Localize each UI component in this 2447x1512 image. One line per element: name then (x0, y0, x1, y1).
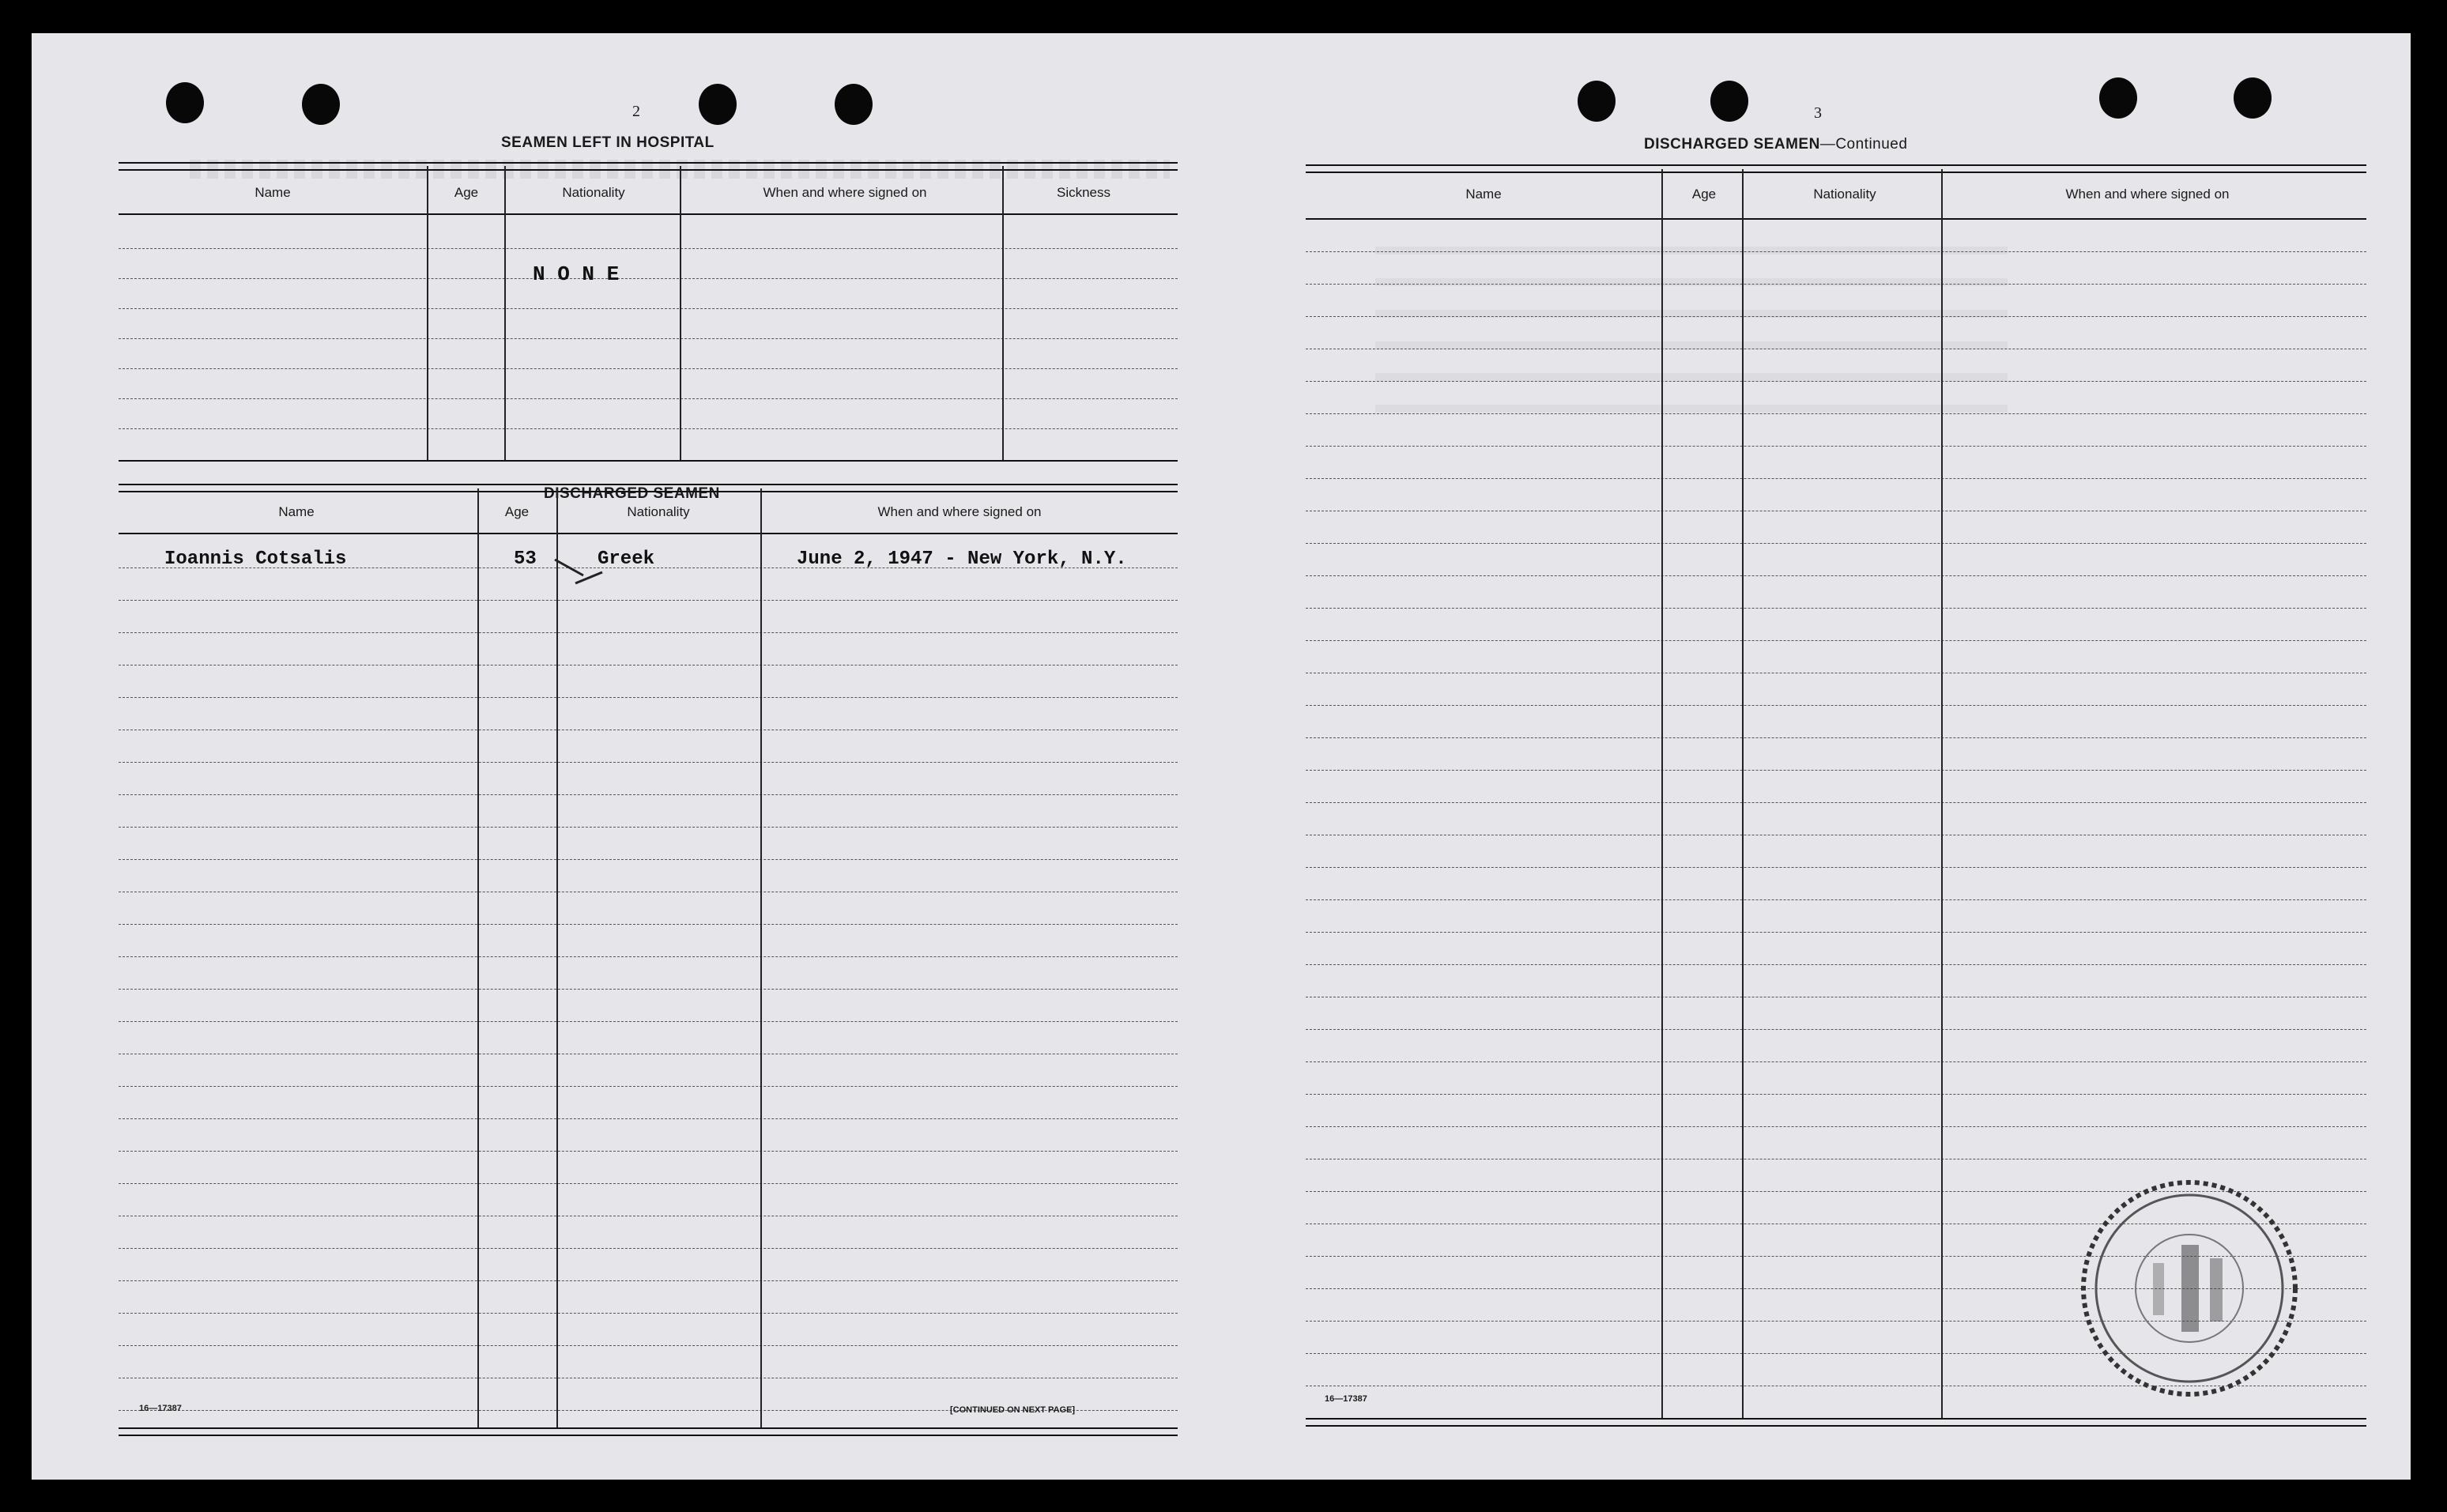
ruled-line (119, 859, 1178, 860)
column-header-name: Name (255, 185, 291, 200)
ruled-line (119, 697, 1178, 698)
ruled-line (1306, 413, 2366, 414)
punch-hole (835, 84, 873, 125)
column-header-signed-on: When and where signed on (763, 185, 927, 200)
column-divider (680, 166, 681, 460)
ruled-line (1306, 1029, 2366, 1030)
ruled-line (1306, 316, 2366, 317)
pencil-check-mark (552, 555, 607, 586)
ruled-line (1306, 543, 2366, 544)
ruled-line (1306, 867, 2366, 868)
column-header-name: Name (278, 504, 315, 519)
ruled-line (1306, 899, 2366, 900)
column-header-age: Age (1691, 187, 1717, 202)
ruled-line (119, 1021, 1178, 1022)
column-divider (1002, 166, 1004, 460)
ruled-line (1306, 1061, 2366, 1062)
column-header-nationality: Nationality (562, 185, 625, 200)
column-divider (477, 488, 479, 1427)
ruled-line (1306, 964, 2366, 965)
continued-note: [CONTINUED ON NEXT PAGE] (950, 1405, 1076, 1415)
punch-hole (302, 84, 340, 125)
rule (119, 162, 1178, 171)
ruled-line (1306, 381, 2366, 382)
ruled-line (119, 308, 1178, 309)
page-number: 3 (1814, 104, 1822, 122)
page-number: 2 (632, 103, 640, 120)
ruled-line (119, 924, 1178, 925)
rule (119, 1427, 1178, 1436)
column-divider (556, 488, 558, 1427)
column-divider (504, 166, 506, 460)
ruled-line (1306, 284, 2366, 285)
seaman-nationality: Greek (598, 549, 655, 570)
hospital-entry-none: N O N E (533, 262, 620, 286)
ruled-line (119, 1248, 1178, 1249)
ruled-line (1306, 251, 2366, 252)
punch-hole (1710, 81, 1748, 122)
ruled-line (1306, 640, 2366, 641)
ruled-line (119, 338, 1178, 339)
ruled-line (119, 827, 1178, 828)
ruled-line (1306, 737, 2366, 738)
ruled-line (119, 1118, 1178, 1119)
punch-hole (166, 82, 204, 123)
column-divider (1742, 169, 1744, 1418)
ruled-line (119, 600, 1178, 601)
column-header-nationality: Nationality (627, 504, 690, 519)
ruled-line (1306, 575, 2366, 576)
ruled-line (1306, 705, 2366, 706)
column-divider (1941, 169, 1943, 1418)
title-suffix: —Continued (1819, 136, 1908, 153)
document-sheet (32, 33, 2411, 1480)
ruled-line (119, 762, 1178, 763)
ruled-line (1306, 802, 2366, 803)
punch-hole (2099, 77, 2137, 119)
rule (1306, 164, 2366, 173)
seaman-signed-on: June 2, 1947 - New York, N.Y. (797, 549, 1127, 570)
title-main: DISCHARGED SEAMEN (1644, 136, 1820, 153)
ruled-line (1306, 1094, 2366, 1095)
ruled-line (1306, 932, 2366, 933)
column-divider (427, 166, 428, 460)
column-divider (760, 488, 762, 1427)
ruled-line (119, 989, 1178, 990)
ruled-line (1306, 608, 2366, 609)
section-title-hospital: SEAMEN LEFT IN HOSPITAL (501, 134, 714, 151)
section-title-discharged-continued (1644, 136, 1907, 153)
ruled-line (119, 1151, 1178, 1152)
punch-hole (1578, 81, 1616, 122)
ruled-line (119, 794, 1178, 795)
ruled-line (119, 632, 1178, 633)
ruled-line (1306, 770, 2366, 771)
ruled-line (119, 956, 1178, 957)
column-header-nationality: Nationality (1813, 187, 1876, 202)
rule (1306, 218, 2366, 220)
bleed-through-mark (1375, 247, 2008, 420)
ruled-line (119, 665, 1178, 666)
official-stamp-icon (2071, 1170, 2308, 1407)
column-divider (1661, 169, 1663, 1418)
rule (119, 533, 1178, 534)
ruled-line (119, 1313, 1178, 1314)
ruled-line (119, 248, 1178, 249)
form-number: 16—17387 (1325, 1394, 1367, 1404)
section-title-discharged: DISCHARGED SEAMEN (544, 485, 720, 502)
rule (1306, 1418, 2366, 1427)
ruled-line (119, 1086, 1178, 1087)
column-header-age: Age (504, 504, 530, 519)
ruled-line (119, 1280, 1178, 1281)
column-header-age: Age (454, 185, 479, 200)
ruled-line (119, 368, 1178, 369)
column-header-sickness: Sickness (1056, 185, 1111, 200)
rule (119, 484, 1178, 492)
punch-hole (2234, 77, 2272, 119)
form-number: 16—17387 (139, 1404, 182, 1413)
rule (119, 213, 1178, 215)
seaman-name: Ioannis Cotsalis (164, 549, 347, 570)
ruled-line (119, 1183, 1178, 1184)
column-header-signed-on: When and where signed on (2065, 187, 2230, 202)
ruled-line (1306, 1126, 2366, 1127)
seaman-age: 53 (514, 549, 537, 570)
ruled-line (119, 278, 1178, 279)
punch-hole (699, 84, 737, 125)
ruled-line (119, 1345, 1178, 1346)
ruled-line (1306, 446, 2366, 447)
ruled-line (1306, 478, 2366, 479)
ruled-line (119, 398, 1178, 399)
rule (119, 460, 1178, 462)
column-header-name: Name (1465, 187, 1502, 202)
ruled-line (119, 428, 1178, 429)
column-header-signed-on: When and where signed on (877, 504, 1042, 519)
